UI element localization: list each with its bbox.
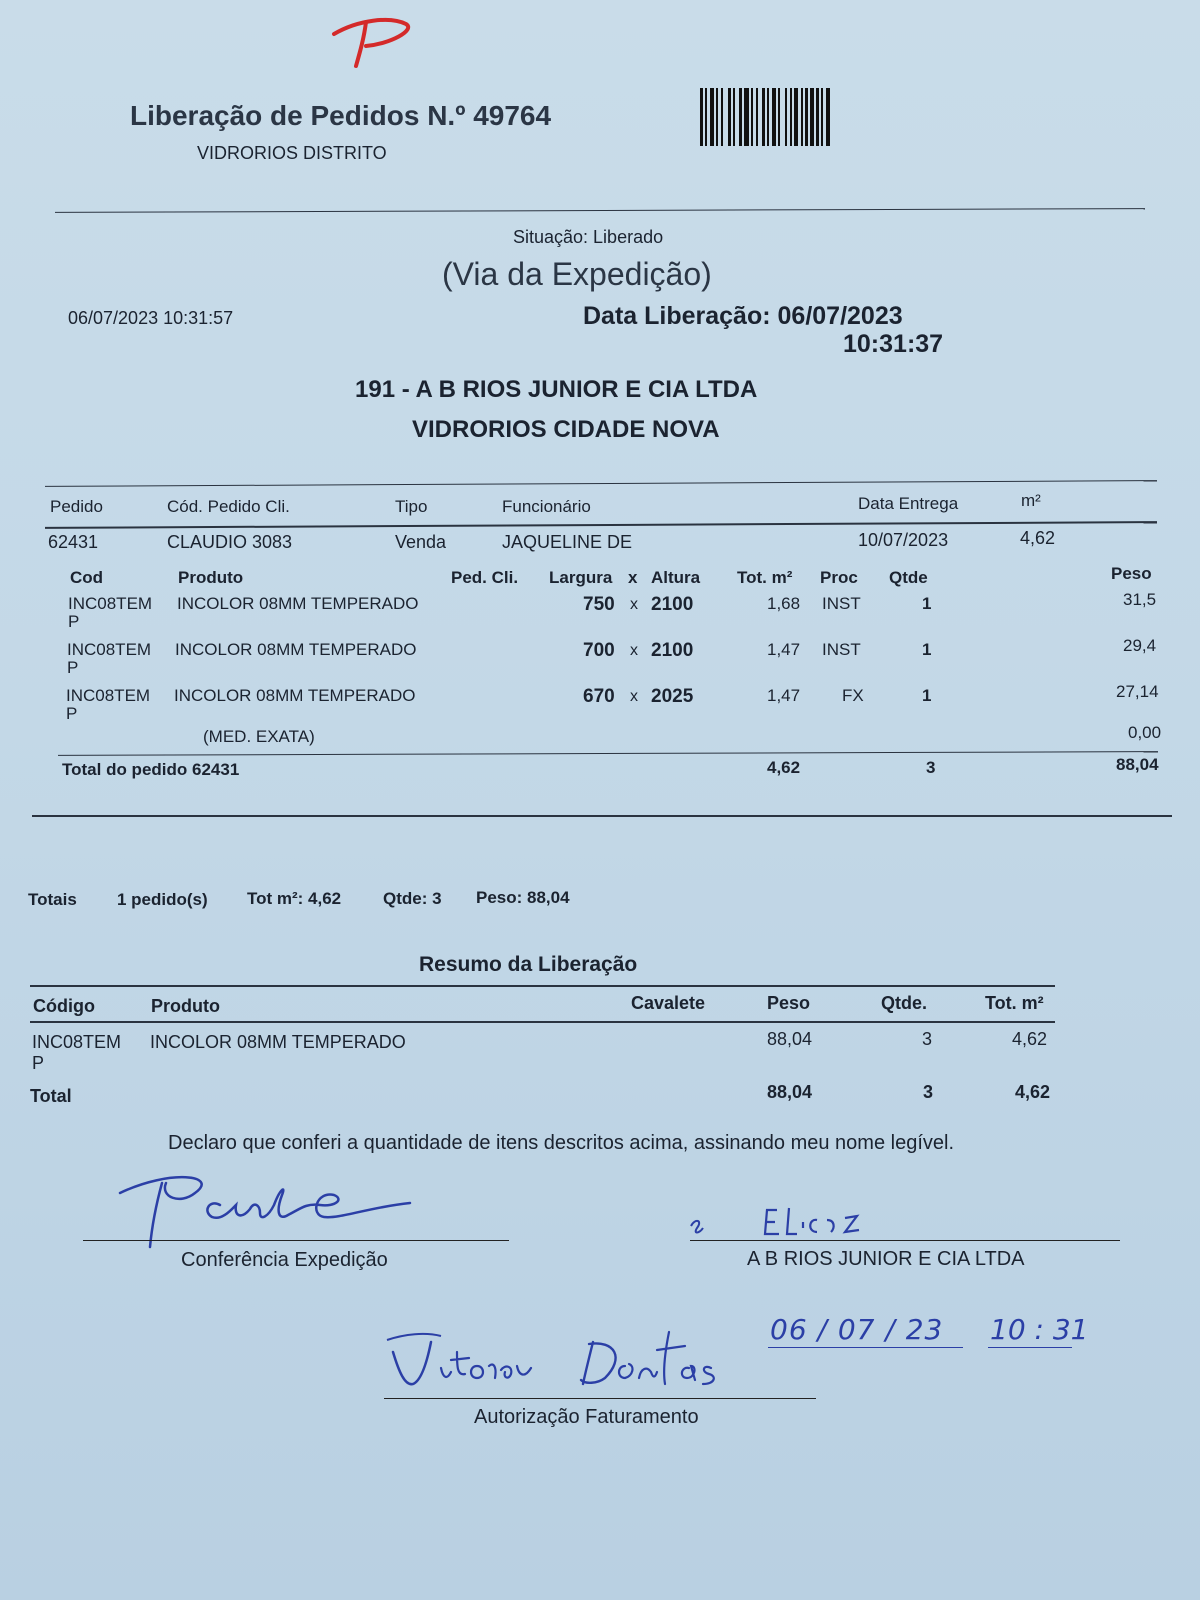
funcionario-label: Funcionário xyxy=(502,497,591,516)
order-total-peso: 88,04 xyxy=(1116,755,1159,774)
totais-m2: Tot m²: 4,62 xyxy=(247,889,342,908)
barcode xyxy=(700,88,892,146)
col-cod: Cod xyxy=(70,568,104,587)
row-proc: INST xyxy=(822,594,861,613)
col-qtde: Qtde xyxy=(889,568,928,587)
totais-qtde: Qtde: 3 xyxy=(383,889,442,908)
row-altura: 2100 xyxy=(651,640,694,661)
col-ped-cli: Ped. Cli. xyxy=(451,568,519,587)
resumo-header-rule xyxy=(30,1021,1055,1023)
col-tot-m2: Tot. m² xyxy=(737,568,793,587)
client-name: 191 - A B RIOS JUNIOR E CIA LTDA xyxy=(355,376,758,403)
handwritten-signature-icon xyxy=(110,1165,430,1250)
row-x: x xyxy=(630,596,638,613)
resumo-row-cod: INC08TEM xyxy=(32,1032,122,1052)
row-x: x xyxy=(630,688,638,705)
document-title: Liberação de Pedidos N.º 49764 xyxy=(130,100,552,131)
cod-pedido-cli-value: CLAUDIO 3083 xyxy=(167,532,293,552)
order-total-label: Total do pedido 62431 xyxy=(62,760,240,779)
client-branch: VIDRORIOS CIDADE NOVA xyxy=(412,416,720,443)
conferencia-caption: Conferência Expedição xyxy=(181,1249,388,1271)
company-caption: A B RIOS JUNIOR E CIA LTDA xyxy=(747,1248,1025,1270)
col-x: x xyxy=(628,568,638,587)
signature-line-bottom xyxy=(384,1398,816,1399)
row-tot-m2: 1,47 xyxy=(767,640,801,659)
signature-conferencia xyxy=(110,1165,430,1255)
resumo-title: Resumo da Liberação xyxy=(419,953,638,976)
totais-pedidos: 1 pedido(s) xyxy=(117,890,208,909)
resumo-total-qtde: 3 xyxy=(923,1082,934,1102)
row-cod-suffix: P xyxy=(68,612,80,631)
m2-value: 4,62 xyxy=(1020,528,1056,548)
time-underline xyxy=(988,1347,1072,1348)
row-altura: 2100 xyxy=(651,594,694,615)
row-qtde: 1 xyxy=(922,686,932,705)
order-header-rule xyxy=(45,521,1157,529)
resumo-total-label: Total xyxy=(30,1086,72,1106)
row-peso: 29,4 xyxy=(1123,636,1157,655)
signature-line-right xyxy=(690,1240,1120,1241)
handwritten-signature-icon xyxy=(685,1198,925,1243)
resumo-row-cod-suffix: P xyxy=(32,1053,45,1073)
col-altura: Altura xyxy=(651,568,701,587)
resumo-col-codigo: Código xyxy=(33,996,95,1016)
totais-peso: Peso: 88,04 xyxy=(476,888,570,907)
company-name: VIDRORIOS DISTRITO xyxy=(197,143,387,163)
pedido-value: 62431 xyxy=(48,532,99,552)
header-divider xyxy=(55,208,1145,213)
col-largura: Largura xyxy=(549,568,613,587)
col-produto: Produto xyxy=(178,568,244,587)
handwritten-date: 06 / 07 / 23 xyxy=(770,1313,944,1346)
order-total-qtde: 3 xyxy=(926,758,936,777)
resumo-col-cavalete: Cavalete xyxy=(631,993,706,1013)
col-peso: Peso xyxy=(1111,564,1152,583)
autorizacao-caption: Autorização Faturamento xyxy=(474,1406,699,1428)
totais-label: Totais xyxy=(28,890,77,909)
row-qtde: 1 xyxy=(922,594,932,613)
row-tot-m2: 1,68 xyxy=(767,594,801,613)
situacao-label: Situação: Liberado xyxy=(513,227,664,247)
row-proc: FX xyxy=(842,686,864,705)
resumo-row-tot-m2: 4,62 xyxy=(1012,1029,1048,1049)
col-proc: Proc xyxy=(820,568,858,587)
barcode-bar xyxy=(830,88,832,146)
print-datetime: 06/07/2023 10:31:57 xyxy=(68,308,234,328)
signature-line-left xyxy=(83,1240,509,1241)
row-qtde: 1 xyxy=(922,640,932,659)
via-label: (Via da Expedição) xyxy=(442,256,712,292)
row-peso: 31,5 xyxy=(1123,590,1157,609)
row-largura: 700 xyxy=(583,640,615,661)
tipo-label: Tipo xyxy=(395,497,428,516)
data-liberacao: Data Liberação: 06/07/2023 xyxy=(583,302,903,330)
resumo-top-rule xyxy=(30,985,1055,987)
resumo-total-tot-m2: 4,62 xyxy=(1015,1082,1051,1102)
data-entrega-label: Data Entrega xyxy=(858,494,959,513)
data-entrega-value: 10/07/2023 xyxy=(858,530,949,550)
handwritten-mark xyxy=(330,8,420,83)
section-divider xyxy=(32,815,1172,817)
row-cod: INC08TEM xyxy=(66,686,151,705)
resumo-col-tot-m2: Tot. m² xyxy=(985,993,1044,1013)
handwritten-time: 10 : 31 xyxy=(990,1313,1089,1346)
row-cod: INC08TEM xyxy=(67,640,152,659)
med-exata-peso: 0,00 xyxy=(1128,723,1162,742)
date-underline xyxy=(768,1347,963,1348)
row-largura: 750 xyxy=(583,594,615,615)
resumo-row-qtde: 3 xyxy=(922,1029,933,1049)
cod-pedido-cli-label: Cód. Pedido Cli. xyxy=(167,497,290,516)
row-cod: INC08TEM xyxy=(68,594,153,613)
row-produto: INCOLOR 08MM TEMPERADO xyxy=(177,594,419,613)
med-exata-label: (MED. EXATA) xyxy=(203,727,315,746)
items-total-rule xyxy=(58,751,1158,756)
row-cod-suffix: P xyxy=(67,658,79,677)
row-proc: INST xyxy=(822,640,861,659)
declaration-text: Declaro que conferi a quantidade de itens descritos acima, assinando meu nome legível. xyxy=(168,1132,955,1154)
handwritten-p-mark-icon xyxy=(330,8,420,78)
resumo-col-peso: Peso xyxy=(767,993,811,1013)
tipo-value: Venda xyxy=(395,532,447,552)
row-largura: 670 xyxy=(583,686,615,707)
row-tot-m2: 1,47 xyxy=(767,686,801,705)
resumo-col-produto: Produto xyxy=(151,996,220,1016)
row-peso: 27,14 xyxy=(1116,682,1159,701)
row-cod-suffix: P xyxy=(66,704,78,723)
m2-label: m² xyxy=(1021,491,1041,510)
pedido-label: Pedido xyxy=(50,497,103,516)
row-produto: INCOLOR 08MM TEMPERADO xyxy=(174,686,416,705)
row-altura: 2025 xyxy=(651,686,694,707)
handwritten-signature-icon xyxy=(385,1322,745,1402)
resumo-col-qtde: Qtde. xyxy=(881,993,928,1013)
row-x: x xyxy=(630,642,638,659)
signature-autorizacao xyxy=(385,1322,745,1407)
data-liberacao-time: 10:31:37 xyxy=(843,330,944,358)
row-produto: INCOLOR 08MM TEMPERADO xyxy=(175,640,417,659)
order-top-rule xyxy=(45,480,1157,487)
resumo-total-peso: 88,04 xyxy=(767,1082,813,1102)
funcionario-value: JAQUELINE DE xyxy=(502,532,633,552)
order-total-m2: 4,62 xyxy=(767,758,801,777)
resumo-row-peso: 88,04 xyxy=(767,1029,813,1049)
resumo-row-produto: INCOLOR 08MM TEMPERADO xyxy=(150,1032,406,1052)
